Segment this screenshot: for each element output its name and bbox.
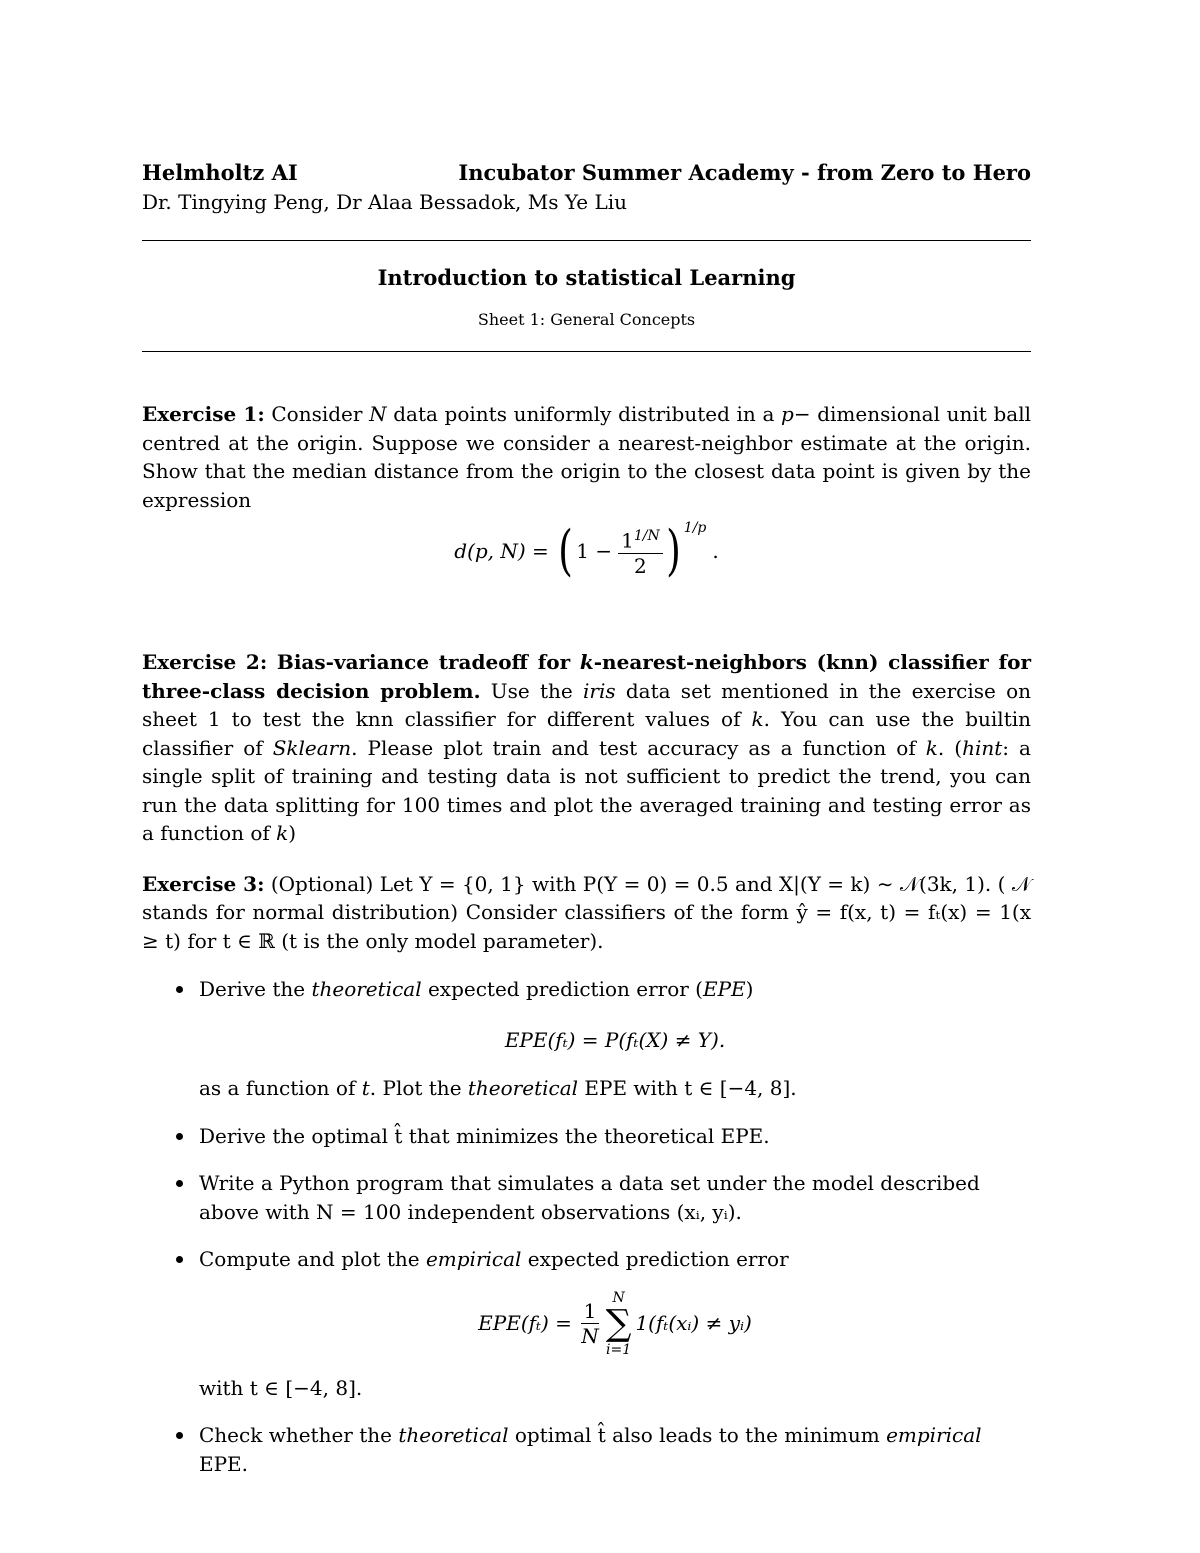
outer-exp: 1/p bbox=[683, 520, 707, 536]
text-line bbox=[199, 1074, 1031, 1103]
text-run: expected prediction error bbox=[521, 1247, 789, 1271]
header-authors: Dr. Tingying Peng, Dr Alaa Bessadok, Ms Ye Liu bbox=[142, 190, 628, 214]
emph: theoretical bbox=[398, 1423, 509, 1447]
document-page bbox=[142, 158, 1031, 1478]
text-run: Derive the bbox=[199, 977, 312, 1001]
text-run: optimal t̂ also leads to the minimum bbox=[508, 1423, 887, 1447]
math-var: p bbox=[781, 402, 794, 426]
list-item bbox=[142, 975, 1031, 1103]
bullet-dot bbox=[176, 1180, 183, 1187]
emph: Sklearn bbox=[272, 735, 352, 760]
emph: empirical bbox=[425, 1247, 522, 1271]
text-run: . ( bbox=[937, 735, 963, 760]
bottom-rule bbox=[142, 351, 1031, 352]
text-run: Consider bbox=[264, 402, 370, 426]
left-paren: ( bbox=[558, 519, 574, 582]
text-run: Write a Python program that simulates a data set under the model described above with N = 100 independent observations (xᵢ, yᵢ). bbox=[199, 1171, 980, 1224]
equation-epe-empirical bbox=[199, 1284, 1031, 1364]
math-var: k bbox=[579, 650, 594, 674]
math-var: k bbox=[276, 821, 289, 845]
right-paren: ) bbox=[665, 519, 681, 582]
sum-lower: i=1 bbox=[606, 1341, 632, 1358]
text-run: (Optional) Let Y = {0, 1} with P(Y = 0) = 0.5 and X|(Y = k) ∼ 𝒩(3k, 1). ( 𝒩 stands for normal distribution) Consider classifiers of the form ŷ = f(x, t) = fₜ(x) = 1(x ≥ t) for t ∈ ℝ (t is the only model parameter). bbox=[142, 871, 1031, 953]
doc-subtitle: Sheet 1: General Concepts bbox=[477, 310, 696, 329]
bullet-dot bbox=[176, 1256, 183, 1263]
label-part: -nearest-neighbors (knn) classifier for three-class decision problem. bbox=[142, 650, 1031, 703]
num-base: 1 bbox=[621, 528, 634, 553]
emph: theoretical bbox=[467, 1076, 579, 1100]
doc-title: Introduction to statistical Learning bbox=[377, 265, 796, 290]
text-run: Derive the optimal t̂ that minimizes the theoretical EPE. bbox=[199, 1123, 770, 1148]
text-run: − dimensional unit ball centred at the origin. Suppose we consider a nearest-neighbor estimate at the origin. Show that the median distance from the origin to the closest data point is given by the expression bbox=[142, 402, 1031, 512]
exercise-1-label: Exercise 1: bbox=[142, 402, 265, 426]
text-run: ) bbox=[745, 977, 754, 1001]
text-run: Check whether the bbox=[199, 1423, 399, 1447]
math-var: N bbox=[369, 402, 387, 426]
math-var: EPE bbox=[702, 977, 746, 1001]
text-run: as a function of bbox=[199, 1076, 362, 1100]
sum-operator bbox=[606, 1289, 632, 1359]
list-item bbox=[142, 1245, 1031, 1402]
list-item bbox=[142, 1122, 1031, 1151]
list-item bbox=[142, 1421, 1031, 1478]
text-run: ) bbox=[288, 821, 297, 845]
text-run: Compute and plot the bbox=[199, 1247, 426, 1271]
equation-1 bbox=[142, 516, 1031, 586]
bullet-dot bbox=[176, 1432, 183, 1439]
eq-end: . bbox=[712, 539, 719, 563]
eq-lhs: d(p, N) = bbox=[454, 539, 556, 563]
frac-num: 1 bbox=[581, 1299, 600, 1324]
text-run: EPE with t ∈ [−4, 8]. bbox=[578, 1076, 797, 1100]
exercise-3-label: Exercise 3: bbox=[142, 871, 265, 896]
text-run: data points uniformly distributed in a bbox=[386, 402, 782, 426]
exercise-3-text bbox=[142, 870, 1031, 956]
exercise-3-list bbox=[142, 975, 1031, 1478]
exercise-2-text bbox=[142, 648, 1031, 848]
emph: hint bbox=[962, 735, 1003, 760]
text-run: EPE. bbox=[199, 1451, 249, 1476]
emph: theoretical bbox=[311, 977, 422, 1001]
math-var: t bbox=[361, 1076, 370, 1100]
header-course: Incubator Summer Academy - from Zero to Hero bbox=[458, 160, 1031, 185]
eq-fraction bbox=[578, 1299, 602, 1348]
exercise-1-text bbox=[142, 400, 1031, 514]
eq-lhs: EPE(fₜ) = bbox=[478, 1311, 579, 1336]
math-var: k bbox=[925, 735, 938, 760]
text-run: . Please plot train and test accuracy as a function of bbox=[351, 735, 926, 760]
num-exp: 1/N bbox=[633, 528, 660, 545]
bullet-dot bbox=[176, 986, 183, 993]
eq-fraction bbox=[618, 524, 663, 578]
frac-num bbox=[618, 524, 663, 554]
sum-upper: N bbox=[612, 1289, 625, 1306]
text-run: expected prediction error ( bbox=[421, 977, 703, 1001]
text-run: Use the bbox=[480, 678, 583, 703]
bullet-dot bbox=[176, 1133, 183, 1140]
math-var: k bbox=[751, 707, 764, 731]
emph: empirical bbox=[886, 1423, 982, 1447]
list-item bbox=[142, 1169, 1031, 1226]
emph: iris bbox=[583, 678, 616, 703]
text-run: data set mentioned in the exercise on sheet 1 to test the knn classifier for different values of bbox=[142, 678, 1032, 731]
label-part: Exercise 2: Bias-variance tradeoff for bbox=[142, 650, 580, 674]
header-org: Helmholtz AI bbox=[142, 160, 298, 185]
eq-rhs: 1(fₜ(xᵢ) ≠ yᵢ) bbox=[635, 1311, 752, 1336]
eq-one: 1 − bbox=[576, 539, 613, 563]
text-run: . You can use the builtin classifier of bbox=[142, 707, 1032, 760]
equation-epe-theoretical: EPE(fₜ) = P(fₜ(X) ≠ Y). bbox=[504, 1027, 726, 1052]
text-run: . Plot the bbox=[369, 1076, 468, 1100]
header-row bbox=[142, 158, 1031, 188]
frac-den: N bbox=[581, 1324, 599, 1348]
text-line: with t ∈ [−4, 8]. bbox=[199, 1375, 363, 1400]
sum-symbol: ∑ bbox=[605, 1302, 632, 1344]
text-run: : a single split of training and testing data is not sufficient to predict the trend, you can run the data splitting for 100 times and plot the averaged training and testing error as a function of bbox=[142, 735, 1031, 845]
top-rule bbox=[142, 240, 1031, 241]
frac-den: 2 bbox=[634, 553, 647, 578]
